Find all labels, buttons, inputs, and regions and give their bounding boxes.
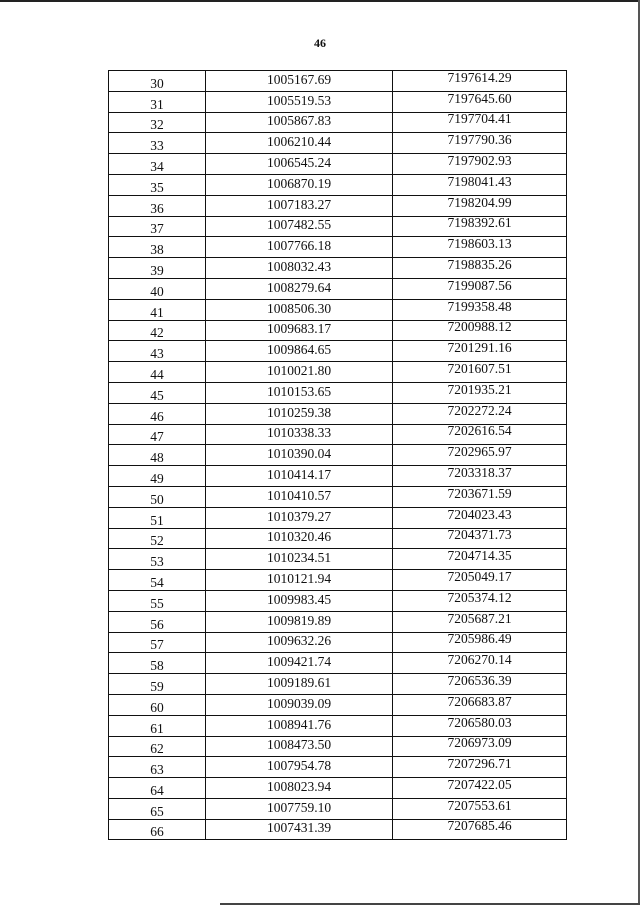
point-number-cell-text: 42: [150, 325, 164, 341]
y-coordinate-cell: [393, 736, 567, 757]
table-row: [109, 549, 567, 570]
point-number-cell: [109, 528, 206, 549]
table-row: [109, 590, 567, 611]
point-number-cell: [109, 154, 206, 175]
table-row: [109, 424, 567, 445]
table-row: [109, 195, 567, 216]
x-coordinate-cell: [206, 570, 393, 591]
x-coordinate-cell: [206, 91, 393, 112]
table-row: [109, 71, 567, 92]
y-coordinate-cell: [393, 237, 567, 258]
table-row: [109, 154, 567, 175]
y-coordinate-cell-text: 7204714.35: [447, 548, 512, 564]
table-row: [109, 611, 567, 632]
point-number-cell: [109, 403, 206, 424]
table-row: [109, 341, 567, 362]
point-number-cell: [109, 694, 206, 715]
table-row: [109, 632, 567, 653]
y-coordinate-cell: [393, 362, 567, 383]
table-row: [109, 320, 567, 341]
point-number-cell-text: 52: [150, 533, 164, 549]
x-coordinate-cell-text: 1007482.55: [266, 217, 332, 233]
point-number-cell-text: 55: [150, 595, 164, 611]
point-number-cell-text: 43: [150, 346, 164, 362]
x-coordinate-cell: [206, 611, 393, 632]
y-coordinate-cell-text: 7207685.46: [447, 818, 512, 834]
point-number-cell-text: 40: [150, 283, 164, 299]
table-row: [109, 778, 567, 799]
y-coordinate-cell-text: 7199358.48: [447, 298, 512, 314]
point-number-cell-text: 31: [150, 96, 164, 112]
x-coordinate-cell: [206, 320, 393, 341]
y-coordinate-cell: [393, 590, 567, 611]
point-number-cell-text: 38: [150, 242, 164, 258]
x-coordinate-cell-text: 1007954.78: [266, 758, 332, 774]
point-number-cell-text: 37: [150, 221, 164, 237]
y-coordinate-cell-text: 7206270.14: [447, 652, 512, 668]
y-coordinate-cell: [393, 154, 567, 175]
y-coordinate-cell-text: 7199087.56: [447, 277, 512, 293]
point-number-cell: [109, 237, 206, 258]
point-number-cell: [109, 112, 206, 133]
x-coordinate-cell: [206, 445, 393, 466]
y-coordinate-cell-text: 7206536.39: [447, 672, 512, 688]
point-number-cell-text: 47: [150, 429, 164, 445]
x-coordinate-cell: [206, 362, 393, 383]
x-coordinate-cell: [206, 798, 393, 819]
y-coordinate-cell-text: 7201607.51: [447, 360, 512, 376]
x-coordinate-cell-text: 1010414.17: [266, 466, 332, 482]
x-coordinate-cell: [206, 819, 393, 840]
x-coordinate-cell-text: 1007766.18: [266, 238, 332, 254]
y-coordinate-cell-text: 7198392.61: [447, 215, 512, 231]
x-coordinate-cell: [206, 507, 393, 528]
y-coordinate-cell-text: 7201935.21: [447, 381, 512, 397]
point-number-cell-text: 36: [150, 200, 164, 216]
y-coordinate-cell-text: 7202616.54: [447, 423, 512, 439]
y-coordinate-cell-text: 7205374.12: [447, 589, 512, 605]
point-number-cell: [109, 507, 206, 528]
y-coordinate-cell: [393, 258, 567, 279]
y-coordinate-cell-text: 7207422.05: [447, 776, 512, 792]
point-number-cell-text: 30: [150, 75, 164, 91]
y-coordinate-cell-text: 7204023.43: [447, 506, 512, 522]
x-coordinate-cell: [206, 382, 393, 403]
x-coordinate-cell-text: 1007183.27: [266, 196, 332, 212]
table-row: [109, 91, 567, 112]
y-coordinate-cell-text: 7200988.12: [447, 319, 512, 335]
y-coordinate-cell-text: 7206973.09: [447, 735, 512, 751]
y-coordinate-cell: [393, 570, 567, 591]
x-coordinate-cell-text: 1010153.65: [266, 383, 332, 399]
x-coordinate-cell-text: 1010234.51: [266, 550, 332, 566]
point-number-cell: [109, 486, 206, 507]
point-number-cell: [109, 278, 206, 299]
y-coordinate-cell: [393, 71, 567, 92]
y-coordinate-cell: [393, 611, 567, 632]
point-number-cell-text: 35: [150, 179, 164, 195]
x-coordinate-cell-text: 1009421.74: [266, 654, 332, 670]
point-number-cell-text: 51: [150, 512, 164, 528]
x-coordinate-cell-text: 1008032.43: [266, 258, 332, 274]
x-coordinate-cell-text: 1008941.76: [266, 716, 332, 732]
x-coordinate-cell-text: 1008506.30: [266, 300, 332, 316]
x-coordinate-cell-text: 1010259.38: [266, 404, 332, 420]
y-coordinate-cell: [393, 112, 567, 133]
y-coordinate-cell: [393, 528, 567, 549]
y-coordinate-cell: [393, 403, 567, 424]
point-number-cell-text: 60: [150, 699, 164, 715]
x-coordinate-cell: [206, 112, 393, 133]
x-coordinate-cell: [206, 133, 393, 154]
x-coordinate-cell-text: 1010390.04: [266, 446, 332, 462]
y-coordinate-cell-text: 7198041.43: [447, 173, 512, 189]
point-number-cell: [109, 674, 206, 695]
x-coordinate-cell: [206, 195, 393, 216]
y-coordinate-cell: [393, 757, 567, 778]
point-number-cell-text: 48: [150, 450, 164, 466]
y-coordinate-cell: [393, 486, 567, 507]
point-number-cell: [109, 195, 206, 216]
x-coordinate-cell-text: 1008279.64: [266, 279, 332, 295]
table-row: [109, 278, 567, 299]
table-row: [109, 798, 567, 819]
point-number-cell: [109, 382, 206, 403]
table-row: [109, 528, 567, 549]
x-coordinate-cell-text: 1010121.94: [266, 570, 332, 586]
y-coordinate-cell: [393, 674, 567, 695]
x-coordinate-cell: [206, 258, 393, 279]
point-number-cell-text: 64: [150, 782, 164, 798]
y-coordinate-cell-text: 7206580.03: [447, 714, 512, 730]
x-coordinate-cell: [206, 486, 393, 507]
point-number-cell: [109, 91, 206, 112]
table-row: [109, 216, 567, 237]
x-coordinate-cell: [206, 278, 393, 299]
point-number-cell: [109, 653, 206, 674]
x-coordinate-cell-text: 1009039.09: [266, 695, 332, 711]
y-coordinate-cell-text: 7207296.71: [447, 756, 512, 772]
y-coordinate-cell-text: 7197902.93: [447, 152, 512, 168]
x-coordinate-cell-text: 1005519.53: [266, 92, 332, 108]
x-coordinate-cell-text: 1010338.33: [266, 425, 332, 441]
y-coordinate-cell-text: 7205049.17: [447, 568, 512, 584]
point-number-cell-text: 66: [150, 824, 164, 840]
table-row: [109, 362, 567, 383]
x-coordinate-cell: [206, 174, 393, 195]
x-coordinate-cell: [206, 757, 393, 778]
x-coordinate-cell: [206, 237, 393, 258]
x-coordinate-cell: [206, 715, 393, 736]
x-coordinate-cell-text: 1005867.83: [266, 113, 332, 129]
y-coordinate-cell: [393, 299, 567, 320]
page-edge-top: [0, 0, 640, 2]
y-coordinate-cell: [393, 819, 567, 840]
table-row: [109, 466, 567, 487]
point-number-cell-text: 56: [150, 616, 164, 632]
point-number-cell-text: 65: [150, 803, 164, 819]
x-coordinate-cell-text: 1009189.61: [266, 674, 332, 690]
y-coordinate-cell: [393, 466, 567, 487]
x-coordinate-cell: [206, 216, 393, 237]
point-number-cell: [109, 611, 206, 632]
y-coordinate-cell: [393, 133, 567, 154]
point-number-cell-text: 46: [150, 408, 164, 424]
point-number-cell: [109, 258, 206, 279]
point-number-cell-text: 39: [150, 262, 164, 278]
x-coordinate-cell: [206, 590, 393, 611]
y-coordinate-cell-text: 7197645.60: [447, 90, 512, 106]
x-coordinate-cell-text: 1009683.17: [266, 321, 332, 337]
x-coordinate-cell-text: 1007759.10: [266, 799, 332, 815]
point-number-cell: [109, 424, 206, 445]
point-number-cell-text: 63: [150, 762, 164, 778]
point-number-cell-text: 53: [150, 554, 164, 570]
x-coordinate-cell: [206, 424, 393, 445]
y-coordinate-cell: [393, 715, 567, 736]
point-number-cell: [109, 445, 206, 466]
point-number-cell: [109, 798, 206, 819]
x-coordinate-cell-text: 1005167.69: [266, 71, 332, 87]
y-coordinate-cell-text: 7198603.13: [447, 236, 512, 252]
x-coordinate-cell: [206, 674, 393, 695]
table-row: [109, 570, 567, 591]
y-coordinate-cell: [393, 174, 567, 195]
point-number-cell-text: 59: [150, 678, 164, 694]
x-coordinate-cell: [206, 154, 393, 175]
x-coordinate-cell-text: 1010021.80: [266, 362, 332, 378]
x-coordinate-cell: [206, 403, 393, 424]
point-number-cell-text: 44: [150, 366, 164, 382]
table-row: [109, 445, 567, 466]
table-row: [109, 299, 567, 320]
y-coordinate-cell-text: 7203318.37: [447, 464, 512, 480]
y-coordinate-cell: [393, 507, 567, 528]
x-coordinate-cell: [206, 632, 393, 653]
point-number-cell: [109, 216, 206, 237]
table-row: [109, 694, 567, 715]
point-number-cell: [109, 320, 206, 341]
point-number-cell-text: 58: [150, 658, 164, 674]
point-number-cell: [109, 466, 206, 487]
x-coordinate-cell-text: 1010410.57: [266, 487, 332, 503]
x-coordinate-cell-text: 1008473.50: [266, 737, 332, 753]
y-coordinate-cell-text: 7206683.87: [447, 693, 512, 709]
point-number-cell-text: 45: [150, 387, 164, 403]
x-coordinate-cell: [206, 736, 393, 757]
y-coordinate-cell-text: 7198835.26: [447, 256, 512, 272]
y-coordinate-cell: [393, 424, 567, 445]
point-number-cell: [109, 362, 206, 383]
x-coordinate-cell-text: 1008023.94: [266, 778, 332, 794]
table-row: [109, 736, 567, 757]
point-number-cell-text: 62: [150, 741, 164, 757]
table-row: [109, 674, 567, 695]
point-number-cell-text: 49: [150, 470, 164, 486]
y-coordinate-cell: [393, 694, 567, 715]
point-number-cell: [109, 341, 206, 362]
y-coordinate-cell-text: 7203671.59: [447, 485, 512, 501]
x-coordinate-cell-text: 1006545.24: [266, 154, 332, 170]
point-number-cell-text: 61: [150, 720, 164, 736]
table-row: [109, 174, 567, 195]
y-coordinate-cell: [393, 216, 567, 237]
x-coordinate-cell: [206, 341, 393, 362]
y-coordinate-cell-text: 7205687.21: [447, 610, 512, 626]
point-number-cell-text: 41: [150, 304, 164, 320]
x-coordinate-cell: [206, 528, 393, 549]
x-coordinate-cell: [206, 549, 393, 570]
point-number-cell-text: 50: [150, 491, 164, 507]
table-row: [109, 237, 567, 258]
point-number-cell: [109, 632, 206, 653]
y-coordinate-cell: [393, 382, 567, 403]
x-coordinate-cell-text: 1006210.44: [266, 134, 332, 150]
x-coordinate-cell: [206, 778, 393, 799]
coordinates-table: [108, 70, 567, 840]
y-coordinate-cell-text: 7197614.29: [447, 69, 512, 85]
y-coordinate-cell: [393, 632, 567, 653]
point-number-cell: [109, 174, 206, 195]
point-number-cell: [109, 133, 206, 154]
point-number-cell: [109, 590, 206, 611]
coordinates-table-body: [109, 71, 567, 840]
table-row: [109, 133, 567, 154]
point-number-cell: [109, 736, 206, 757]
point-number-cell-text: 32: [150, 117, 164, 133]
point-number-cell: [109, 570, 206, 591]
point-number-cell: [109, 819, 206, 840]
point-number-cell: [109, 299, 206, 320]
x-coordinate-cell-text: 1010379.27: [266, 508, 332, 524]
y-coordinate-cell-text: 7197790.36: [447, 132, 512, 148]
x-coordinate-cell-text: 1009632.26: [266, 633, 332, 649]
x-coordinate-cell-text: 1010320.46: [266, 529, 332, 545]
table-row: [109, 715, 567, 736]
y-coordinate-cell: [393, 195, 567, 216]
x-coordinate-cell: [206, 653, 393, 674]
table-row: [109, 403, 567, 424]
point-number-cell: [109, 757, 206, 778]
x-coordinate-cell-text: 1009983.45: [266, 591, 332, 607]
x-coordinate-cell: [206, 71, 393, 92]
x-coordinate-cell: [206, 299, 393, 320]
table-row: [109, 757, 567, 778]
x-coordinate-cell-text: 1006870.19: [266, 175, 332, 191]
y-coordinate-cell-text: 7201291.16: [447, 340, 512, 356]
point-number-cell: [109, 71, 206, 92]
page-number: 46: [314, 36, 326, 50]
table-row: [109, 507, 567, 528]
table-row: [109, 653, 567, 674]
y-coordinate-cell: [393, 549, 567, 570]
point-number-cell-text: 57: [150, 637, 164, 653]
y-coordinate-cell-text: 7197704.41: [447, 111, 512, 127]
point-number-cell-text: 54: [150, 574, 164, 590]
y-coordinate-cell: [393, 278, 567, 299]
table-row: [109, 486, 567, 507]
x-coordinate-cell-text: 1009819.89: [266, 612, 332, 628]
x-coordinate-cell: [206, 466, 393, 487]
y-coordinate-cell-text: 7198204.99: [447, 194, 512, 210]
y-coordinate-cell-text: 7204371.73: [447, 527, 512, 543]
y-coordinate-cell: [393, 91, 567, 112]
table-row: [109, 112, 567, 133]
x-coordinate-cell: [206, 694, 393, 715]
point-number-cell-text: 33: [150, 138, 164, 154]
y-coordinate-cell-text: 7205986.49: [447, 631, 512, 647]
x-coordinate-cell-text: 1007431.39: [266, 820, 332, 836]
y-coordinate-cell: [393, 445, 567, 466]
point-number-cell: [109, 778, 206, 799]
table-row: [109, 382, 567, 403]
point-number-cell: [109, 715, 206, 736]
table-row: [109, 258, 567, 279]
y-coordinate-cell-text: 7202965.97: [447, 444, 512, 460]
point-number-cell: [109, 549, 206, 570]
point-number-cell-text: 34: [150, 158, 164, 174]
y-coordinate-cell-text: 7202272.24: [447, 402, 512, 418]
y-coordinate-cell: [393, 798, 567, 819]
y-coordinate-cell: [393, 653, 567, 674]
table-row: [109, 819, 567, 840]
y-coordinate-cell: [393, 778, 567, 799]
y-coordinate-cell: [393, 320, 567, 341]
y-coordinate-cell: [393, 341, 567, 362]
y-coordinate-cell-text: 7207553.61: [447, 797, 512, 813]
x-coordinate-cell-text: 1009864.65: [266, 342, 332, 358]
